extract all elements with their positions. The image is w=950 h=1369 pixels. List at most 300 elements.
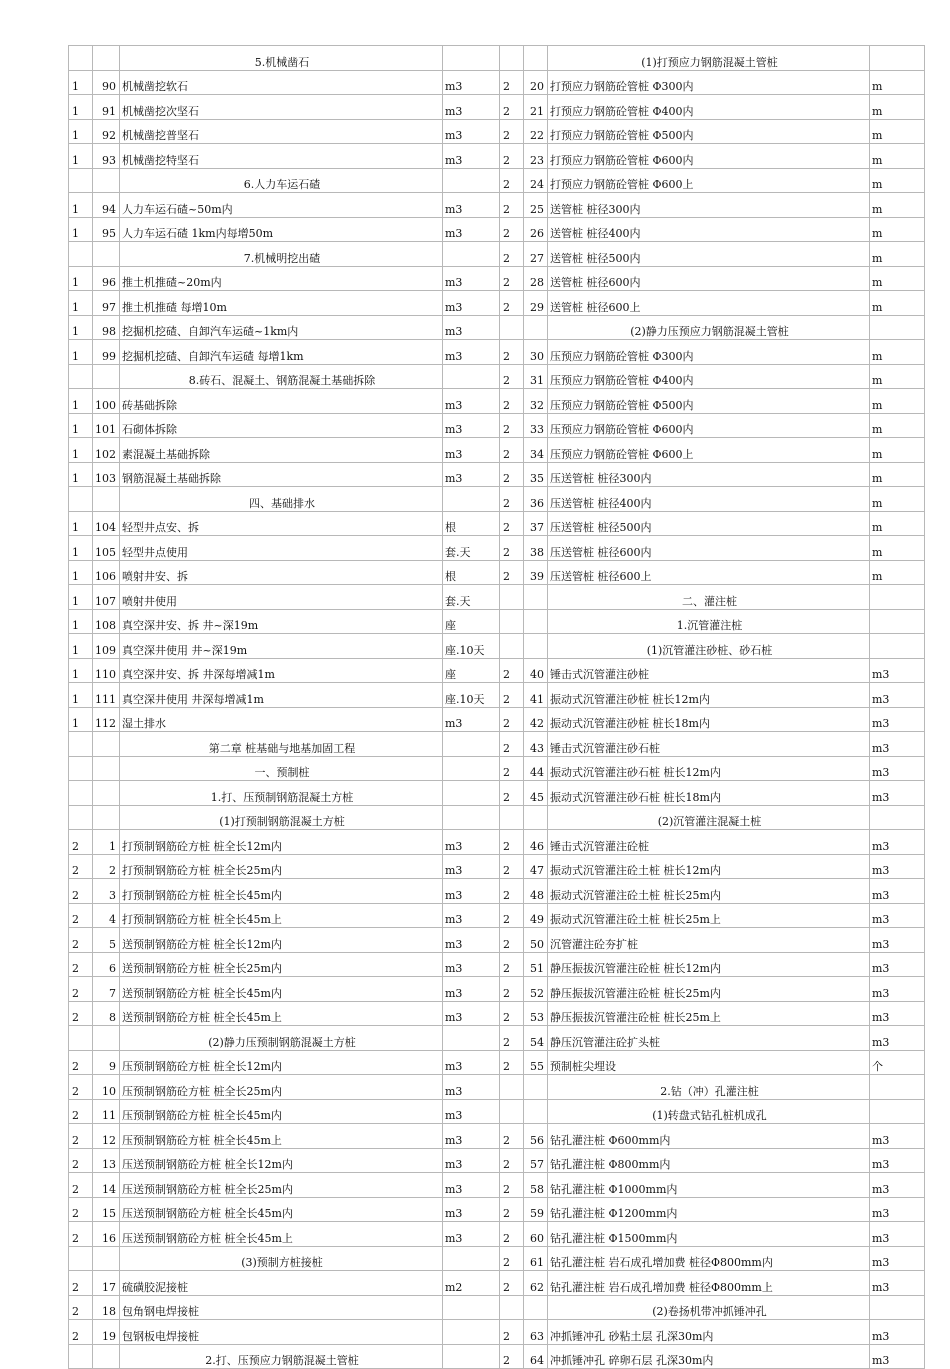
item-number-cell: 64: [524, 1344, 548, 1369]
unit-cell: m: [870, 119, 925, 144]
unit-cell: m3: [870, 732, 925, 757]
item-number-cell: [93, 1026, 120, 1051]
chapter-code-cell: 1: [69, 193, 93, 218]
unit-cell: [443, 781, 500, 806]
item-name-cell: 石砌体拆除: [120, 413, 443, 438]
item-number-cell: 13: [93, 1148, 120, 1173]
item-number-cell: 14: [93, 1173, 120, 1198]
table-row: [69, 266, 925, 291]
chapter-code-cell: 2: [500, 1197, 524, 1222]
item-number-cell: 100: [93, 389, 120, 414]
item-number-cell: [93, 1246, 120, 1271]
chapter-code-cell: 2: [500, 389, 524, 414]
item-number-cell: 96: [93, 266, 120, 291]
item-number-cell: 8: [93, 1001, 120, 1026]
item-number-cell: 45: [524, 781, 548, 806]
item-number-cell: 12: [93, 1124, 120, 1149]
chapter-code-cell: 2: [69, 1222, 93, 1247]
chapter-code-cell: 1: [69, 462, 93, 487]
section-heading: (1)打预应力钢筋混凝土管桩: [548, 46, 870, 71]
unit-cell: m3: [870, 1001, 925, 1026]
item-name-cell: 压预应力钢筋砼管桩 Φ600内: [548, 413, 870, 438]
item-number-cell: 103: [93, 462, 120, 487]
unit-cell: m3: [443, 1001, 500, 1026]
item-name-cell: 送预制钢筋砼方桩 桩全长45m内: [120, 977, 443, 1002]
item-name-cell: 送预制钢筋砼方桩 桩全长45m上: [120, 1001, 443, 1026]
unit-cell: m3: [443, 903, 500, 928]
quota-sheet: [68, 45, 925, 1369]
item-number-cell: 24: [524, 168, 548, 193]
item-number-cell: 51: [524, 952, 548, 977]
chapter-code-cell: 2: [69, 1148, 93, 1173]
unit-cell: m3: [443, 1197, 500, 1222]
unit-cell: 套.天: [443, 536, 500, 561]
chapter-code-cell: [500, 1295, 524, 1320]
unit-cell: [443, 1344, 500, 1369]
item-name-cell: 硫磺胶泥接桩: [120, 1271, 443, 1296]
item-number-cell: 61: [524, 1246, 548, 1271]
unit-cell: [870, 805, 925, 830]
item-number-cell: 38: [524, 536, 548, 561]
chapter-code-cell: 2: [69, 1271, 93, 1296]
unit-cell: [443, 168, 500, 193]
item-number-cell: 112: [93, 707, 120, 732]
item-number-cell: 60: [524, 1222, 548, 1247]
chapter-code-cell: 2: [69, 1075, 93, 1100]
unit-cell: m3: [443, 1075, 500, 1100]
item-number-cell: 55: [524, 1050, 548, 1075]
section-heading: 1.打、压预制钢筋混凝土方桩: [120, 781, 443, 806]
item-name-cell: 锤击式沉管灌注砂桩: [548, 658, 870, 683]
table-row: [69, 830, 925, 855]
chapter-code-cell: 1: [69, 413, 93, 438]
unit-cell: [870, 1075, 925, 1100]
unit-cell: m: [870, 340, 925, 365]
table-row: [69, 732, 925, 757]
chapter-code-cell: 2: [69, 1001, 93, 1026]
chapter-code-cell: 2: [500, 879, 524, 904]
section-heading: (3)预制方桩接桩: [120, 1246, 443, 1271]
chapter-code-cell: 2: [500, 70, 524, 95]
item-number-cell: 108: [93, 609, 120, 634]
item-name-cell: 打预应力钢筋砼管桩 Φ500内: [548, 119, 870, 144]
unit-cell: m3: [870, 707, 925, 732]
item-number-cell: 26: [524, 217, 548, 242]
item-number-cell: 21: [524, 95, 548, 120]
table-row: [69, 1001, 925, 1026]
item-number-cell: 109: [93, 634, 120, 659]
unit-cell: m3: [443, 1173, 500, 1198]
unit-cell: [870, 1295, 925, 1320]
unit-cell: m3: [443, 1050, 500, 1075]
item-name-cell: 振动式沉管灌注砂石桩 桩长12m内: [548, 756, 870, 781]
item-number-cell: 31: [524, 364, 548, 389]
unit-cell: 根: [443, 511, 500, 536]
chapter-code-cell: [500, 1075, 524, 1100]
chapter-code-cell: [500, 1099, 524, 1124]
chapter-code-cell: [69, 487, 93, 512]
item-name-cell: 送管桩 桩径600内: [548, 266, 870, 291]
chapter-code-cell: 2: [69, 903, 93, 928]
item-name-cell: 锤击式沉管灌注砂石桩: [548, 732, 870, 757]
item-number-cell: 15: [93, 1197, 120, 1222]
section-heading: (1)沉管灌注砂桩、砂石桩: [548, 634, 870, 659]
chapter-code-cell: 2: [500, 1148, 524, 1173]
table-row: [69, 119, 925, 144]
table-row: [69, 903, 925, 928]
table-row: [69, 168, 925, 193]
chapter-code-cell: 2: [69, 1124, 93, 1149]
item-number-cell: 18: [93, 1295, 120, 1320]
item-number-cell: 43: [524, 732, 548, 757]
item-name-cell: 钻孔灌注桩 Φ1500mm内: [548, 1222, 870, 1247]
table-row: [69, 609, 925, 634]
item-name-cell: 压预制钢筋砼方桩 桩全长45m上: [120, 1124, 443, 1149]
item-number-cell: 7: [93, 977, 120, 1002]
item-number-cell: 93: [93, 144, 120, 169]
section-heading: 2.钻（冲）孔灌注桩: [548, 1075, 870, 1100]
chapter-code-cell: 2: [500, 854, 524, 879]
item-number-cell: [93, 487, 120, 512]
item-number-cell: 110: [93, 658, 120, 683]
unit-cell: m3: [870, 1197, 925, 1222]
item-number-cell: 3: [93, 879, 120, 904]
chapter-code-cell: 2: [500, 413, 524, 438]
item-number-cell: 29: [524, 291, 548, 316]
item-number-cell: [93, 732, 120, 757]
unit-cell: m3: [870, 1148, 925, 1173]
chapter-code-cell: 1: [69, 266, 93, 291]
chapter-code-cell: [69, 732, 93, 757]
chapter-code-cell: 2: [69, 854, 93, 879]
item-name-cell: 锤击式沉管灌注砼桩: [548, 830, 870, 855]
section-heading: (1)转盘式钻孔桩机成孔: [548, 1099, 870, 1124]
chapter-code-cell: 2: [69, 977, 93, 1002]
table-row: [69, 1271, 925, 1296]
item-name-cell: 湿土排水: [120, 707, 443, 732]
item-number-cell: 17: [93, 1271, 120, 1296]
table-row: [69, 364, 925, 389]
item-number-cell: [524, 315, 548, 340]
table-row: [69, 340, 925, 365]
unit-cell: m: [870, 144, 925, 169]
unit-cell: m3: [443, 70, 500, 95]
item-name-cell: 压送预制钢筋砼方桩 桩全长45m上: [120, 1222, 443, 1247]
item-name-cell: 机械凿挖普坚石: [120, 119, 443, 144]
unit-cell: m3: [443, 144, 500, 169]
unit-cell: [443, 1246, 500, 1271]
table-row: [69, 854, 925, 879]
item-number-cell: 98: [93, 315, 120, 340]
unit-cell: [443, 1295, 500, 1320]
item-number-cell: [93, 756, 120, 781]
unit-cell: m3: [443, 340, 500, 365]
chapter-code-cell: [69, 1344, 93, 1369]
item-number-cell: 106: [93, 560, 120, 585]
chapter-code-cell: 2: [500, 291, 524, 316]
item-number-cell: 36: [524, 487, 548, 512]
item-name-cell: 压预制钢筋砼方桩 桩全长45m内: [120, 1099, 443, 1124]
item-number-cell: 50: [524, 928, 548, 953]
item-number-cell: 59: [524, 1197, 548, 1222]
unit-cell: 座.10天: [443, 683, 500, 708]
item-name-cell: 预制桩尖埋设: [548, 1050, 870, 1075]
item-name-cell: 压预应力钢筋砼管桩 Φ600上: [548, 438, 870, 463]
item-number-cell: 48: [524, 879, 548, 904]
chapter-code-cell: 1: [69, 658, 93, 683]
table-row: [69, 217, 925, 242]
item-number-cell: 44: [524, 756, 548, 781]
chapter-code-cell: [500, 585, 524, 610]
item-number-cell: 54: [524, 1026, 548, 1051]
chapter-code-cell: [69, 781, 93, 806]
item-number-cell: 5: [93, 928, 120, 953]
unit-cell: [443, 46, 500, 71]
item-number-cell: [93, 46, 120, 71]
unit-cell: m2: [443, 1271, 500, 1296]
item-number-cell: [524, 609, 548, 634]
unit-cell: m: [870, 266, 925, 291]
chapter-code-cell: 2: [500, 928, 524, 953]
chapter-code-cell: 2: [500, 683, 524, 708]
unit-cell: m3: [870, 658, 925, 683]
item-name-cell: 压预应力钢筋砼管桩 Φ500内: [548, 389, 870, 414]
chapter-code-cell: 1: [69, 560, 93, 585]
chapter-code-cell: 2: [500, 340, 524, 365]
chapter-code-cell: 2: [69, 952, 93, 977]
item-number-cell: 19: [93, 1320, 120, 1345]
unit-cell: m: [870, 95, 925, 120]
chapter-code-cell: 2: [500, 1246, 524, 1271]
chapter-code-cell: 2: [500, 438, 524, 463]
chapter-code-cell: 2: [500, 266, 524, 291]
unit-cell: [870, 585, 925, 610]
item-number-cell: [93, 364, 120, 389]
unit-cell: m3: [443, 879, 500, 904]
chapter-code-cell: 2: [69, 1173, 93, 1198]
chapter-code-cell: 2: [69, 1099, 93, 1124]
unit-cell: m3: [443, 389, 500, 414]
chapter-code-cell: 2: [500, 1050, 524, 1075]
unit-cell: m3: [870, 977, 925, 1002]
item-name-cell: 送预制钢筋砼方桩 桩全长25m内: [120, 952, 443, 977]
unit-cell: m3: [443, 952, 500, 977]
unit-cell: 座: [443, 658, 500, 683]
unit-cell: m3: [870, 928, 925, 953]
unit-cell: m: [870, 536, 925, 561]
item-number-cell: 4: [93, 903, 120, 928]
item-name-cell: 机械凿挖软石: [120, 70, 443, 95]
chapter-code-cell: 2: [500, 1222, 524, 1247]
item-number-cell: 11: [93, 1099, 120, 1124]
chapter-code-cell: 2: [500, 1320, 524, 1345]
table-row: [69, 756, 925, 781]
item-name-cell: 挖掘机挖碴、自卸汽车运碴 每增1km: [120, 340, 443, 365]
unit-cell: m3: [443, 830, 500, 855]
unit-cell: [870, 1099, 925, 1124]
section-heading: 2.打、压预应力钢筋混凝土管桩: [120, 1344, 443, 1369]
table-row: [69, 952, 925, 977]
item-number-cell: [93, 1344, 120, 1369]
chapter-code-cell: 2: [500, 658, 524, 683]
item-name-cell: 压预应力钢筋砼管桩 Φ400内: [548, 364, 870, 389]
item-name-cell: 压预应力钢筋砼管桩 Φ300内: [548, 340, 870, 365]
section-heading: 7.机械明挖出碴: [120, 242, 443, 267]
chapter-code-cell: 1: [69, 70, 93, 95]
unit-cell: m3: [443, 462, 500, 487]
unit-cell: m3: [443, 1148, 500, 1173]
item-number-cell: 101: [93, 413, 120, 438]
item-number-cell: [524, 634, 548, 659]
unit-cell: m3: [443, 707, 500, 732]
unit-cell: m: [870, 511, 925, 536]
unit-cell: [870, 315, 925, 340]
item-number-cell: 46: [524, 830, 548, 855]
table-row: [69, 95, 925, 120]
unit-cell: [443, 732, 500, 757]
item-name-cell: 振动式沉管灌注砼土桩 桩长25m上: [548, 903, 870, 928]
chapter-code-cell: [500, 805, 524, 830]
chapter-code-cell: 2: [500, 193, 524, 218]
table-row: [69, 70, 925, 95]
item-name-cell: 钻孔灌注桩 岩石成孔增加费 桩径Φ800mm上: [548, 1271, 870, 1296]
unit-cell: m3: [870, 756, 925, 781]
table-row: [69, 879, 925, 904]
item-number-cell: 104: [93, 511, 120, 536]
item-number-cell: 63: [524, 1320, 548, 1345]
unit-cell: m3: [443, 854, 500, 879]
item-name-cell: 沉管灌注砼夯扩桩: [548, 928, 870, 953]
chapter-code-cell: 2: [500, 168, 524, 193]
table-row: [69, 511, 925, 536]
chapter-code-cell: 1: [69, 438, 93, 463]
chapter-code-cell: [69, 46, 93, 71]
chapter-code-cell: [500, 315, 524, 340]
chapter-code-cell: 2: [69, 1320, 93, 1345]
chapter-code-cell: 2: [69, 830, 93, 855]
item-number-cell: 9: [93, 1050, 120, 1075]
chapter-code-cell: 2: [500, 952, 524, 977]
item-number-cell: 105: [93, 536, 120, 561]
unit-cell: m3: [443, 193, 500, 218]
table-row: [69, 1173, 925, 1198]
item-name-cell: 推土机推碴~20m内: [120, 266, 443, 291]
item-name-cell: 包角钢电焊接桩: [120, 1295, 443, 1320]
chapter-code-cell: [69, 168, 93, 193]
item-name-cell: 静压振拔沉管灌注砼桩 桩长25m上: [548, 1001, 870, 1026]
chapter-code-cell: 1: [69, 389, 93, 414]
item-number-cell: [524, 1099, 548, 1124]
section-heading: 6.人力车运石碴: [120, 168, 443, 193]
item-name-cell: 压送预制钢筋砼方桩 桩全长45m内: [120, 1197, 443, 1222]
section-heading: (2)静力压预制钢筋混凝土方桩: [120, 1026, 443, 1051]
item-name-cell: 送预制钢筋砼方桩 桩全长12m内: [120, 928, 443, 953]
chapter-code-cell: 2: [500, 95, 524, 120]
unit-cell: m3: [443, 95, 500, 120]
item-name-cell: 喷射井安、拆: [120, 560, 443, 585]
chapter-code-cell: 2: [500, 732, 524, 757]
chapter-code-cell: 2: [500, 903, 524, 928]
table-row: [69, 1050, 925, 1075]
unit-cell: [443, 756, 500, 781]
table-row: [69, 291, 925, 316]
unit-cell: m3: [870, 1246, 925, 1271]
item-number-cell: 111: [93, 683, 120, 708]
item-number-cell: 20: [524, 70, 548, 95]
unit-cell: m: [870, 217, 925, 242]
item-name-cell: 冲抓锤冲孔 碎卵石层 孔深30m内: [548, 1344, 870, 1369]
unit-cell: [870, 609, 925, 634]
section-heading: 1.沉管灌注桩: [548, 609, 870, 634]
chapter-code-cell: 2: [500, 560, 524, 585]
section-heading: (1)打预制钢筋混凝土方桩: [120, 805, 443, 830]
unit-cell: [443, 364, 500, 389]
table-row: [69, 585, 925, 610]
chapter-code-cell: 1: [69, 95, 93, 120]
item-name-cell: 压预制钢筋砼方桩 桩全长12m内: [120, 1050, 443, 1075]
item-name-cell: 送管桩 桩径500内: [548, 242, 870, 267]
table-row: [69, 1197, 925, 1222]
unit-cell: m3: [870, 683, 925, 708]
chapter-code-cell: [69, 1026, 93, 1051]
item-name-cell: 压送预制钢筋砼方桩 桩全长25m内: [120, 1173, 443, 1198]
item-number-cell: [93, 168, 120, 193]
section-heading: 二、灌注桩: [548, 585, 870, 610]
unit-cell: [443, 487, 500, 512]
table-row: [69, 536, 925, 561]
chapter-code-cell: 1: [69, 707, 93, 732]
unit-cell: m3: [870, 879, 925, 904]
item-name-cell: 钻孔灌注桩 Φ800mm内: [548, 1148, 870, 1173]
table-row: [69, 928, 925, 953]
item-name-cell: 压送管桩 桩径600内: [548, 536, 870, 561]
item-name-cell: 打预制钢筋砼方桩 桩全长12m内: [120, 830, 443, 855]
unit-cell: m3: [443, 1099, 500, 1124]
chapter-code-cell: 2: [500, 217, 524, 242]
item-name-cell: 打预应力钢筋砼管桩 Φ400内: [548, 95, 870, 120]
section-heading: (2)沉管灌注混凝土桩: [548, 805, 870, 830]
chapter-code-cell: [69, 364, 93, 389]
section-heading: (2)静力压预应力钢筋混凝土管桩: [548, 315, 870, 340]
item-name-cell: 真空深井安、拆 井深每增减1m: [120, 658, 443, 683]
chapter-code-cell: 2: [500, 1271, 524, 1296]
unit-cell: 根: [443, 560, 500, 585]
unit-cell: m: [870, 364, 925, 389]
unit-cell: m: [870, 560, 925, 585]
table-row: [69, 487, 925, 512]
item-name-cell: 轻型井点使用: [120, 536, 443, 561]
unit-cell: m3: [870, 1173, 925, 1198]
table-row: [69, 1344, 925, 1369]
section-heading: (2)卷扬机带冲抓锤冲孔: [548, 1295, 870, 1320]
table-row: [69, 658, 925, 683]
table-row: [69, 1295, 925, 1320]
unit-cell: 个: [870, 1050, 925, 1075]
chapter-code-cell: 1: [69, 291, 93, 316]
item-name-cell: 机械凿挖特坚石: [120, 144, 443, 169]
chapter-code-cell: 2: [500, 1001, 524, 1026]
table-row: [69, 144, 925, 169]
unit-cell: m3: [870, 1124, 925, 1149]
table-row: [69, 389, 925, 414]
chapter-code-cell: 2: [500, 242, 524, 267]
table-row: [69, 46, 925, 71]
item-number-cell: 40: [524, 658, 548, 683]
chapter-code-cell: 2: [500, 1124, 524, 1149]
unit-cell: m3: [870, 1222, 925, 1247]
item-number-cell: 23: [524, 144, 548, 169]
unit-cell: m3: [443, 928, 500, 953]
